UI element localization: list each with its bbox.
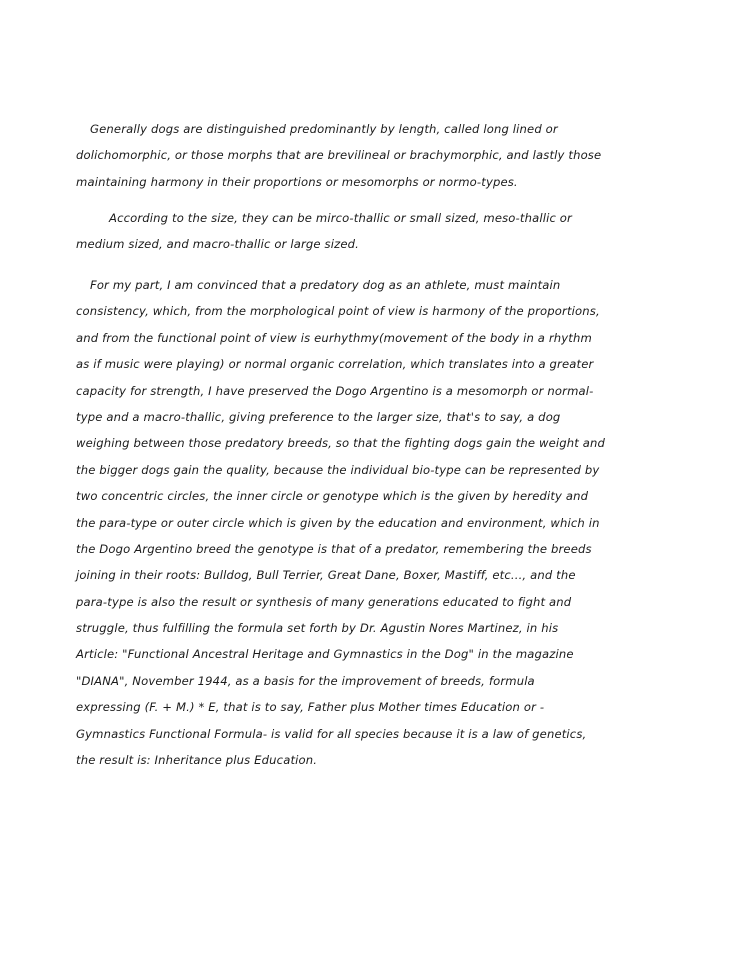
text-line: dolichomorphic, or those morphs that are brevilineal or brachymorphic, and lastly those: [76, 148, 602, 163]
text-line: para-type is also the result or synthesis of many generations educated to fight and: [76, 594, 572, 609]
text-line: two concentric circles, the inner circle or genotype which is the given by heredity and: [76, 489, 589, 504]
text-line: and from the functional point of view is eurhythmy(movement of the body in a rhythm: [76, 330, 592, 345]
text-line: as if music were playing) or normal organic correlation, which translates into a greater: [76, 357, 594, 372]
text-line: Gymnastics Functional Formula- is valid for all species because it is a law of genetics,: [76, 726, 587, 741]
paragraph-body-types: [76, 116, 676, 195]
text-line: expressing (F. + M.) * E, that is to say, Father plus Mother times Education or -: [76, 700, 545, 715]
text-line: According to the size, they can be mirco-thallic or small sized, meso-thallic or: [109, 211, 572, 225]
text-line: struggle, thus fulfilling the formula set forth by Dr. Agustin Nores Martinez, in his: [76, 621, 559, 636]
text-line: capacity for strength, I have preserved the Dogo Argentino is a mesomorph or normal-: [76, 383, 594, 398]
text-line: the bigger dogs gain the quality, because the individual bio-type can be represented by: [76, 462, 600, 477]
text-line: maintaining harmony in their proportions or mesomorphs or normo-types.: [76, 174, 518, 189]
text-line: "DIANA", November 1944, as a basis for the improvement of breeds, formula: [76, 673, 535, 688]
text-line: Article: "Functional Ancestral Heritage and Gymnastics in the Dog" in the magazine: [76, 647, 574, 662]
text-line: Generally dogs are distinguished predominantly by length, called long lined or: [90, 122, 558, 136]
text-line: medium sized, and macro-thallic or large sized.: [76, 237, 359, 252]
text-line: consistency, which, from the morphological point of view is harmony of the proportions,: [76, 304, 600, 319]
text-line: joining in their roots: Bulldog, Bull Terrier, Great Dane, Boxer, Mastiff, etc..., and the: [76, 568, 576, 583]
text-line: For my part, I am convinced that a predatory dog as an athlete, must maintain: [90, 278, 561, 292]
text-line: weighing between those predatory breeds, so that the fighting dogs gain the weight and: [76, 436, 606, 451]
text-line: the para-type or outer circle which is given by the education and environment, which in: [76, 515, 600, 530]
text-line: the Dogo Argentino breed the genotype is that of a predator, remembering the breeds: [76, 541, 592, 556]
paragraph-size-types: [76, 205, 676, 258]
text-line: the result is: Inheritance plus Education.: [76, 753, 318, 768]
paragraph-main-argument: [76, 272, 676, 773]
text-line: type and a macro-thallic, giving preference to the larger size, that's to say, a dog: [76, 409, 561, 424]
